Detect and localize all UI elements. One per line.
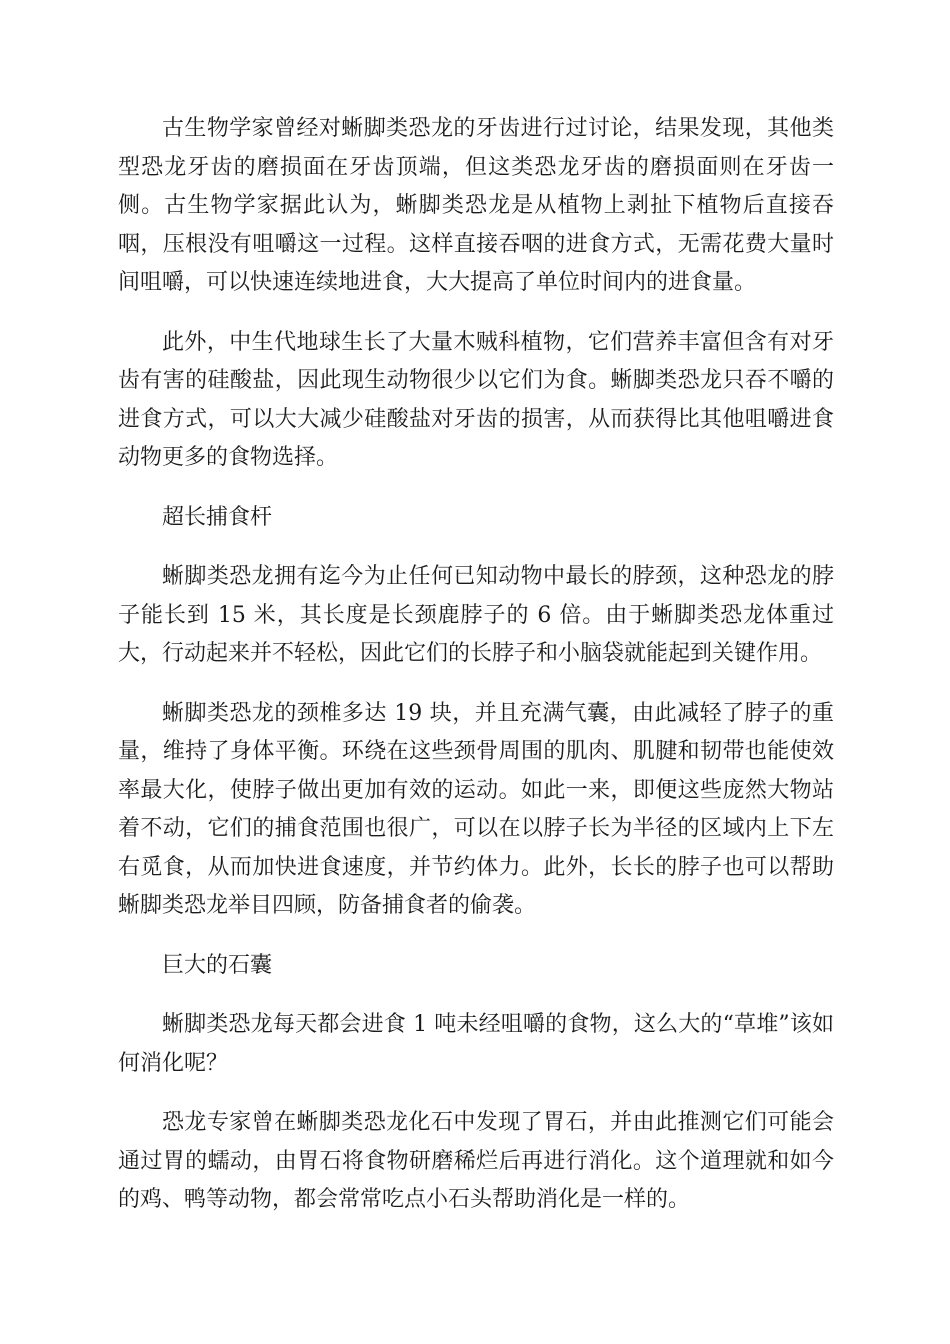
paragraph-neck-length: 蜥脚类恐龙拥有迄今为止任何已知动物中最长的脖颈，这种恐龙的脖子能长到 15 米，其长度是长颈鹿脖子的 6 倍。由于蜥脚类恐龙体重过大，行动起来并不轻松，因此它们的长脖子和小脑袋就能起到关键作用。 [118, 564, 834, 666]
paragraph-horsetail-plants: 此外，中生代地球生长了大量木贼科植物，它们营养丰富但含有对牙齿有害的硅酸盐，因此现生动物很少以它们为食。蜥脚类恐龙只吞不嚼的进食方式，可以大大减少硅酸盐对牙齿的损害，从而获得比其他咀嚼进食动物更多的食物选择。 [118, 329, 834, 470]
paragraph-cervical-vertebrae: 蜥脚类恐龙的颈椎多达 19 块，并且充满气囊，由此减轻了脖子的重量，维持了身体平衡。环绕在这些颈骨周围的肌肉、肌腱和韧带也能使效率最大化，使脖子做出更加有效的运动。如此一来，即便这些庞然大物站着不动，它们的捕食范围也很广，可以在以脖子长为半径的区域内上下左右觅食，从而加快进食速度，并节约体力。此外，长长的脖子也可以帮助蜥脚类恐龙举目四顾，防备捕食者的偷袭。 [118, 700, 834, 918]
paragraph-teeth-wear: 古生物学家曾经对蜥脚类恐龙的牙齿进行过讨论，结果发现，其他类型恐龙牙齿的磨损面在牙齿顶端，但这类恐龙牙齿的磨损面则在牙齿一侧。古生物学家据此认为，蜥脚类恐龙是从植物上剥扯下植物后直接吞咽，压根没有咀嚼这一过程。这样直接吞咽的进食方式，无需花费大量时间咀嚼，可以快速连续地进食，大大提高了单位时间内的进食量。 [118, 116, 834, 295]
paragraph-gastroliths: 恐龙专家曾在蜥脚类恐龙化石中发现了胃石，并由此推测它们可能会通过胃的蠕动，由胃石将食物研磨稀烂后再进行消化。这个道理就和如今的鸡、鸭等动物，都会常常吃点小石头帮助消化是一样的。 [118, 1110, 834, 1212]
section-heading-long-neck: 超长捕食杆 [162, 504, 273, 530]
document-body [118, 110, 834, 1241]
section-heading-gizzard: 巨大的石囊 [162, 952, 273, 978]
paragraph-daily-intake: 蜥脚类恐龙每天都会进食 1 吨未经咀嚼的食物，这么大的“草堆”该如何消化呢？ [118, 1012, 834, 1076]
